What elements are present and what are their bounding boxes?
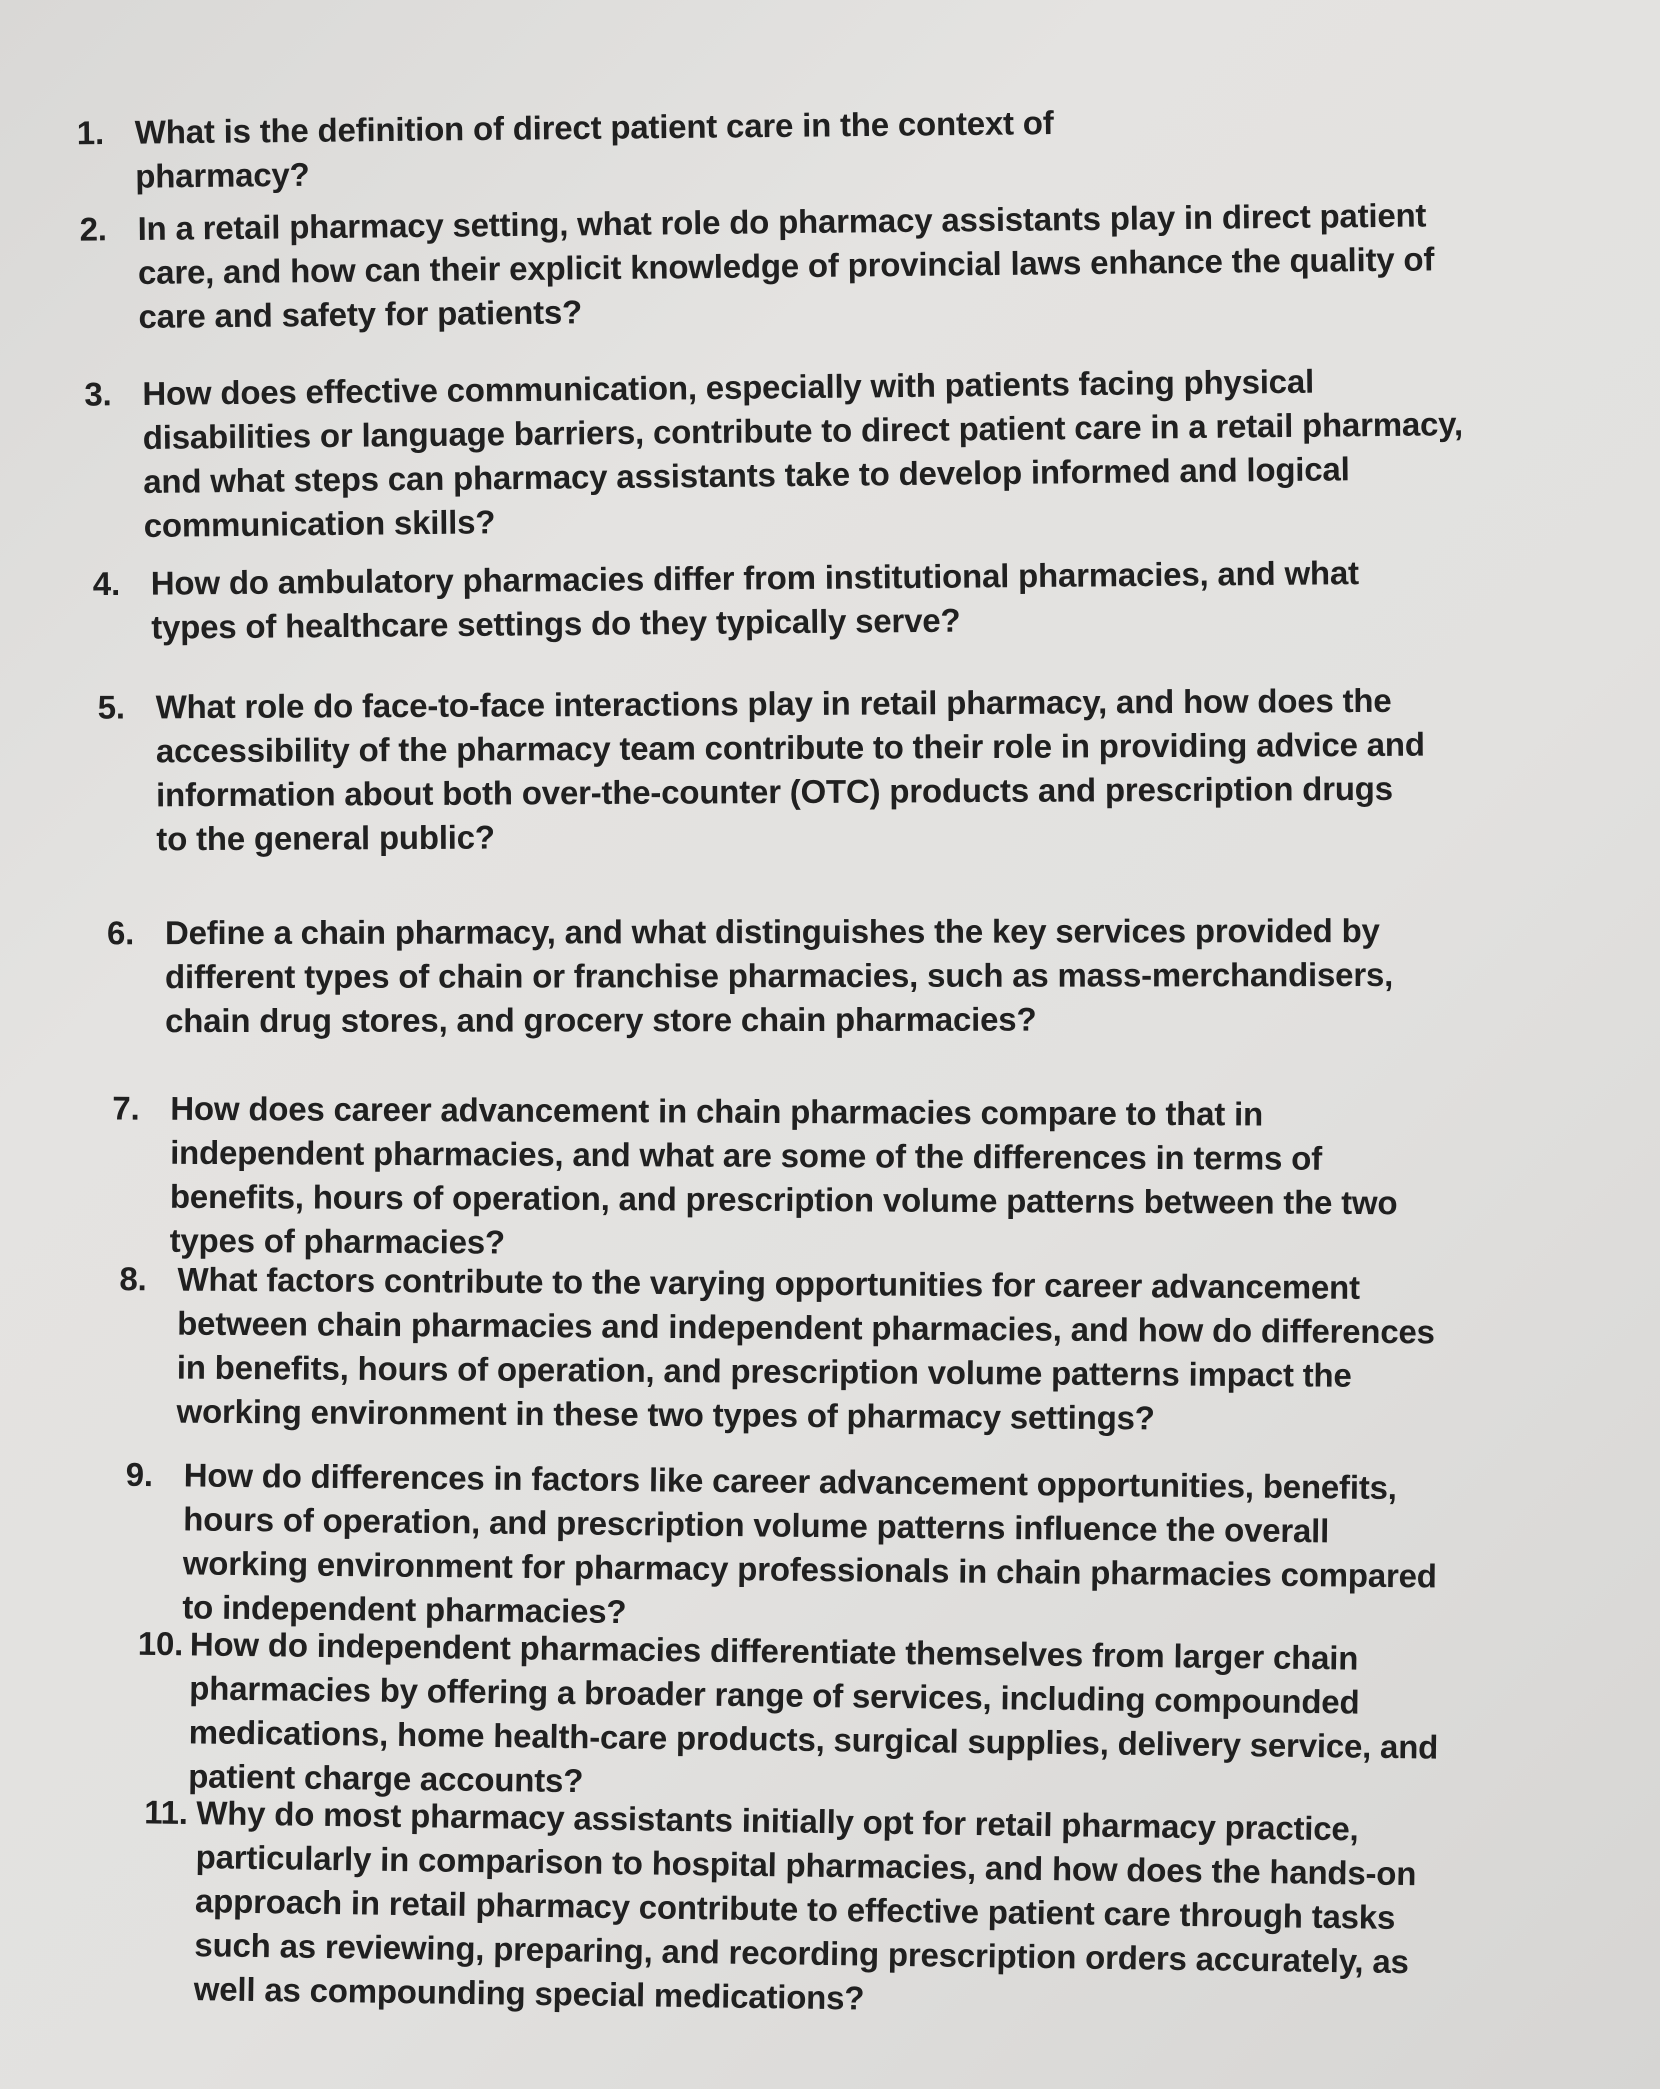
question-number: 6. bbox=[106, 914, 135, 952]
question-item bbox=[76, 99, 1216, 198]
question-text: How does effective communication, especially with patients facing physical disabilities or language barriers, contribute to direct patient care in a retail pharmacy, and what steps can pharmacy assistants take to develop informed and logical communication skills? bbox=[142, 362, 1464, 544]
question-text: What factors contribute to the varying opportunities for career advancement between chain pharmacies and independent pharmacies, and how do differences in benefits, hours of operation, and prescription volume patterns impact the working environment in these two types of pharmacy settings? bbox=[176, 1260, 1435, 1437]
question-number: 11. bbox=[144, 1793, 189, 1832]
question-number: 7. bbox=[112, 1089, 140, 1127]
question-item bbox=[106, 909, 1455, 1043]
question-text: How do differences in factors like career advancement opportunities, benefits, hours of operation, and prescription volume patterns influence the overall working environment for pharmacy professionals in chain pharmacies compared to independent pharmacies? bbox=[182, 1456, 1437, 1631]
question-text: Why do most pharmacy assistants initially opt for retail pharmacy practice, particularly in comparison to hospital pharmacies, and how does the hands-on approach in retail pharmacy contribute to effective patient care through tasks such as reviewing, preparing, and recording prescription orders accurately, as well as compounding special medications? bbox=[193, 1794, 1417, 2017]
question-text: How does career advancement in chain pharmacies compare to that in independent pharmacies, and what are some of the differences in terms of benefits, hours of operation, and prescription volume patterns between the two types of pharmacies? bbox=[169, 1089, 1398, 1261]
question-text: What is the definition of direct patient care in the context of pharmacy? bbox=[134, 104, 1054, 195]
question-text: How do ambulatory pharmacies differ from institutional pharmacies, and what types of healthcare settings do they typically serve? bbox=[150, 554, 1359, 646]
question-item bbox=[112, 1087, 1401, 1269]
question-text: Define a chain pharmacy, and what distinguishes the key services provided by different types of chain or franchise pharmacies, such as mass-merchandisers, chain drug stores, and grocery store chain pharmacies? bbox=[164, 912, 1394, 1040]
question-text: How do independent pharmacies differentiate themselves from larger chain pharmacies by offering a broader range of services, including compounded medications, home health-care products, surgical supplies, delivery service, and patient charge accounts? bbox=[188, 1625, 1439, 1800]
question-item bbox=[79, 193, 1468, 339]
question-item bbox=[119, 1258, 1447, 1443]
question-number: 5. bbox=[97, 688, 125, 726]
question-item bbox=[97, 679, 1427, 862]
question-text: In a retail pharmacy setting, what role do pharmacy assistants play in direct patient care, and how can their explicit knowledge of provincial laws enhance the quality of care and safety for patients? bbox=[137, 196, 1435, 335]
question-number: 4. bbox=[92, 564, 121, 603]
question-item bbox=[92, 550, 1452, 649]
question-number: 2. bbox=[79, 210, 107, 248]
question-number: 10. bbox=[137, 1624, 184, 1663]
question-number: 3. bbox=[84, 375, 112, 413]
question-number: 9. bbox=[125, 1455, 154, 1494]
question-item bbox=[125, 1453, 1449, 1642]
question-item bbox=[144, 1791, 1467, 2029]
question-number: 1. bbox=[76, 113, 105, 152]
question-text: What role do face-to-face interactions play in retail pharmacy, and how does the accessibility of the pharmacy team contribute to their role in providing advice and information about both over-the-counter (OTC) products and prescription drugs to the general public? bbox=[155, 681, 1425, 858]
question-number: 8. bbox=[119, 1260, 147, 1298]
question-item bbox=[84, 358, 1474, 548]
